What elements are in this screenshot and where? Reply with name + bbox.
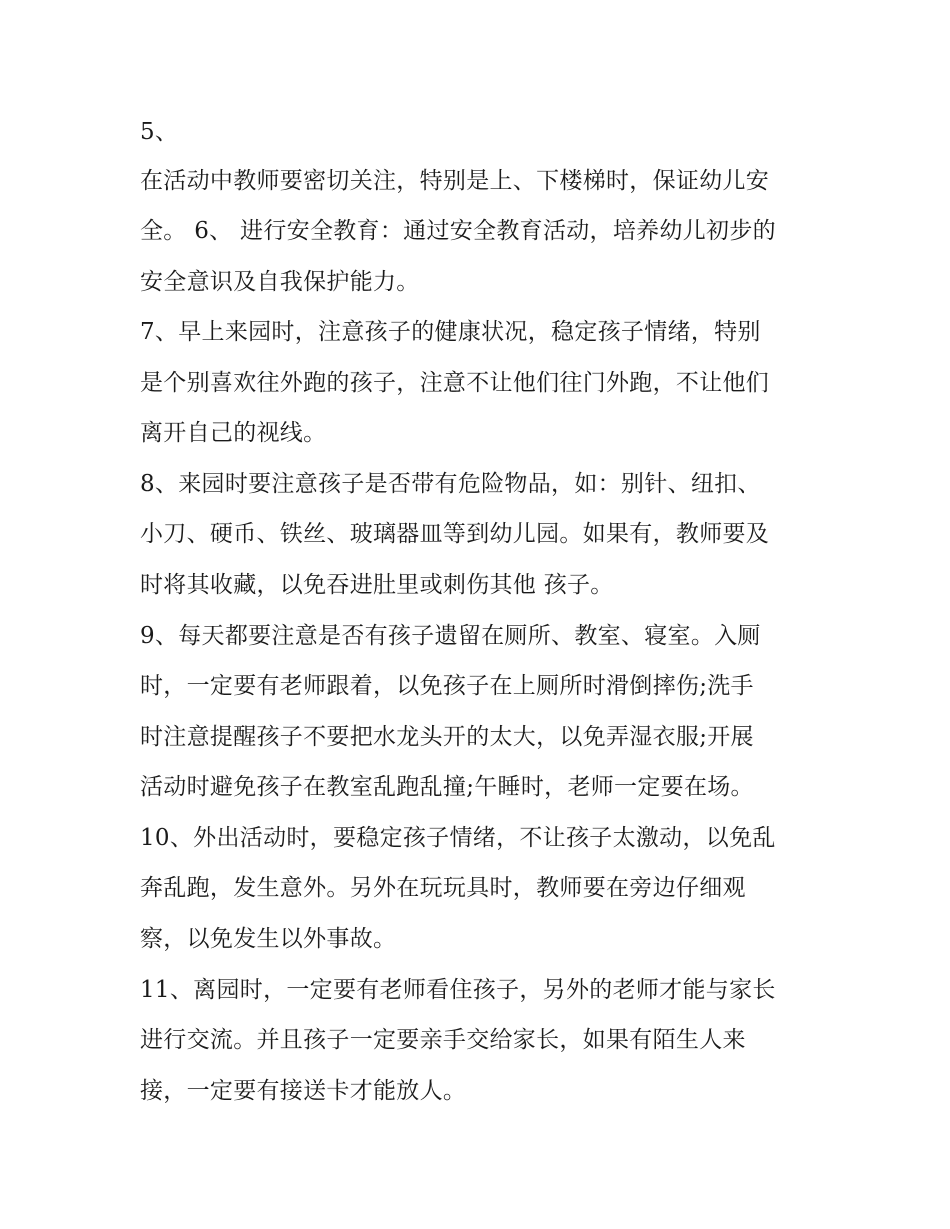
- text-line: 10、外出活动时，要稳定孩子情绪，不让孩子太激动，以免乱: [140, 825, 776, 851]
- text-line: 时将其收藏，以免吞进肚里或刺伤其他 孩子。: [140, 572, 614, 598]
- text-line: 11、离园时，一定要有老师看住孩子，另外的老师才能与家长: [140, 977, 776, 1003]
- text-line: 进行交流。并且孩子一定要亲手交给家长，如果有陌生人来: [140, 1027, 746, 1053]
- text-line: 7、早上来园时，注意孩子的健康状况，稳定孩子情绪，特别: [140, 319, 761, 345]
- text-line: 接，一定要有接送卡才能放人。: [140, 1078, 467, 1104]
- text-line: 9、每天都要注意是否有孩子遗留在厕所、教室、寝室。入厕: [140, 623, 761, 649]
- text-line: 活动时避免孩子在教室乱跑乱撞;午睡时，老师一定要在场。: [140, 774, 754, 800]
- text-line: 全。 6、 进行安全教育：通过安全教育活动，培养幼儿初步的: [140, 218, 776, 244]
- text-line: 是个别喜欢往外跑的孩子，注意不让他们往门外跑，不让他们: [140, 370, 770, 396]
- text-line: 时注意提醒孩子不要把水龙头开的太大，以免弄湿衣服;开展: [140, 724, 754, 750]
- text-line: 在活动中教师要密切关注，特别是上、下楼梯时，保证幼儿安: [140, 168, 770, 194]
- text-line: 安全意识及自我保护能力。: [140, 269, 420, 295]
- text-line: 奔乱跑，发生意外。另外在玩玩具时，教师要在旁边仔细观: [140, 875, 746, 901]
- text-line: 时，一定要有老师跟着，以免孩子在上厕所时滑倒摔伤;洗手: [140, 673, 754, 699]
- text-line: 8、来园时要注意孩子是否带有危险物品，如：别针、纽扣、: [140, 471, 761, 497]
- text-line: 察，以免发生以外事故。: [140, 926, 397, 952]
- text-line: 离开自己的视线。: [140, 420, 327, 446]
- text-line: 5、: [140, 119, 179, 145]
- text-line: 小刀、硬币、铁丝、玻璃器皿等到幼儿园。如果有，教师要及: [140, 521, 770, 547]
